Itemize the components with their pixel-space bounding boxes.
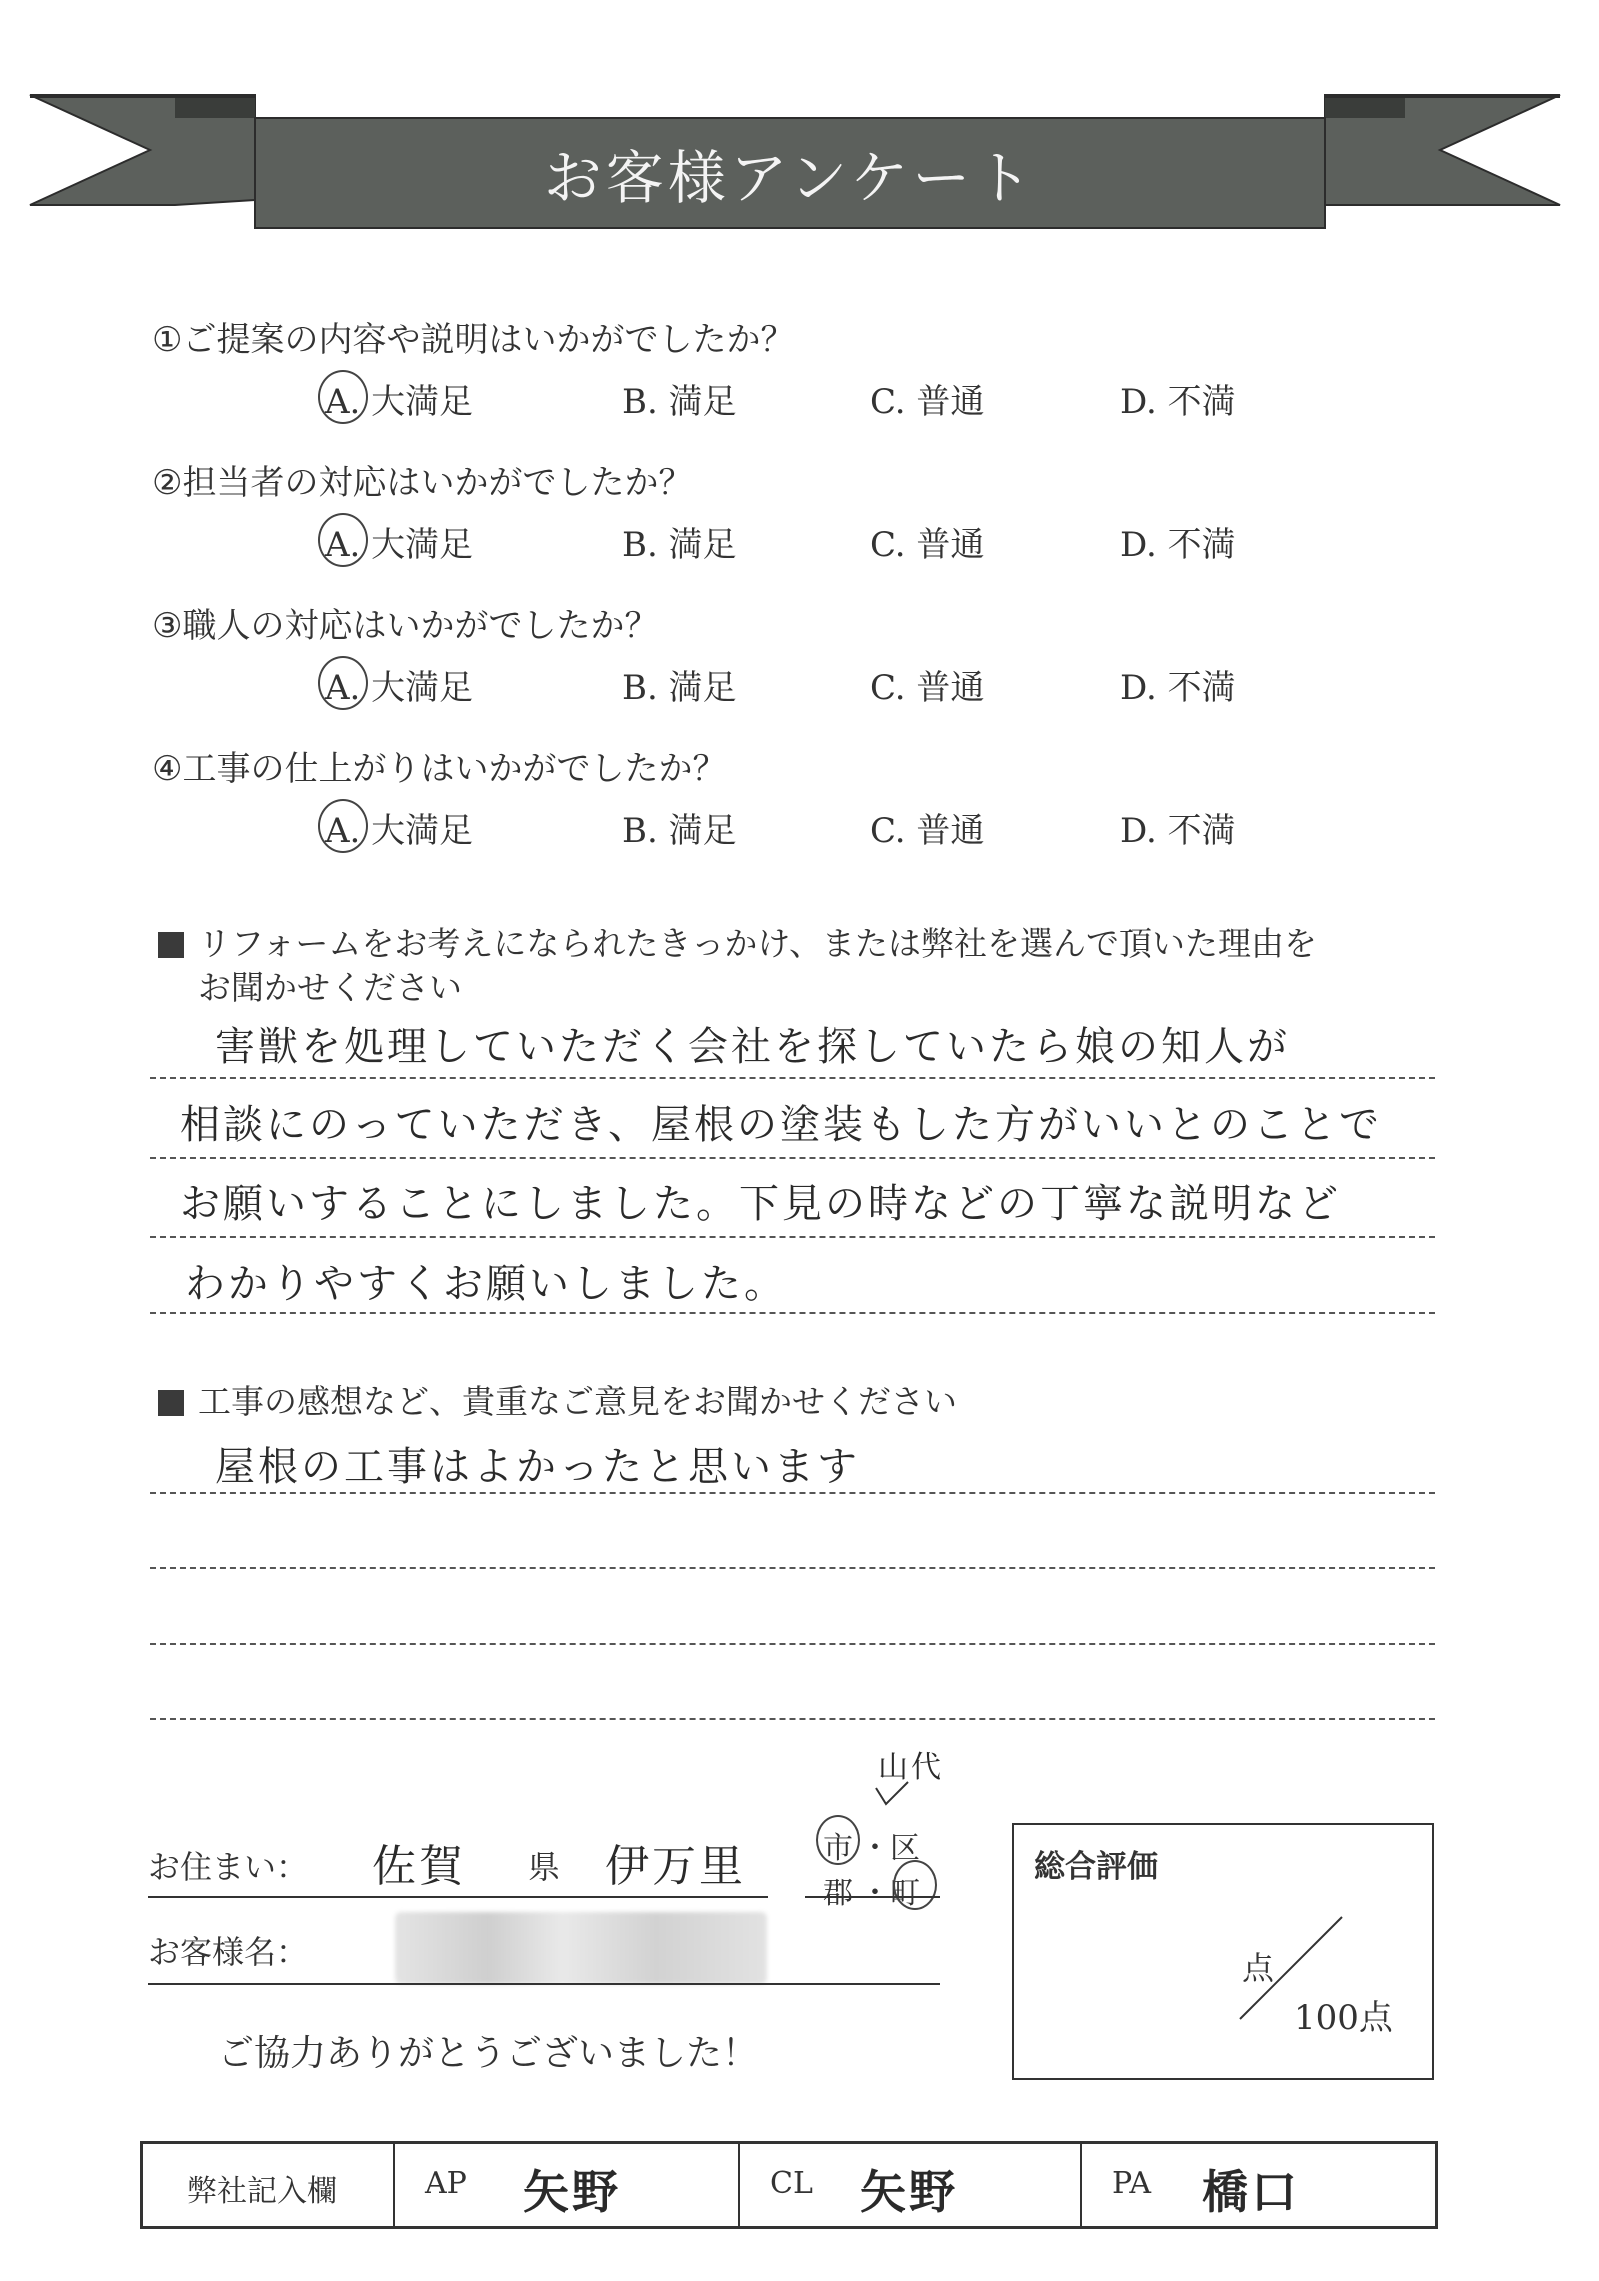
answer-line	[150, 1077, 1435, 1079]
square-bullet-icon	[158, 1390, 184, 1416]
address-label: お住まい：	[148, 1848, 309, 1886]
section2-answer-line-1: 屋根の工事はよかったと思います	[215, 1444, 860, 1490]
survey-title: お客様アンケート	[543, 144, 1037, 212]
answer-line	[150, 1157, 1435, 1159]
q2-circle-mark	[318, 513, 368, 567]
customer-name-redacted	[395, 1912, 767, 1984]
question-1: ①ご提案の内容や説明はいかがでしたか？	[152, 320, 795, 360]
section1-heading: リフォームをお考えになられたきっかけ、または弊社を選んで頂いた理由を	[158, 918, 1317, 965]
answer-line	[150, 1492, 1435, 1494]
section1-answer-line-2: 相談にのっていただき、屋根の塗装もした方がいいとのことで	[180, 1102, 1382, 1148]
q1-option-b[interactable]: B. 満足	[622, 382, 737, 422]
q3-option-b[interactable]: B. 満足	[622, 668, 737, 708]
pa-label: PA	[1112, 2166, 1152, 2201]
q3-circle-mark	[318, 656, 368, 710]
address-underline	[148, 1896, 768, 1898]
q1-circle-mark	[318, 370, 368, 424]
q1-option-d[interactable]: D. 不満	[1120, 382, 1236, 422]
address-note: 山代	[878, 1750, 944, 1785]
cl-label: CL	[770, 2166, 813, 2201]
q4-option-c[interactable]: C. 普通	[870, 811, 985, 851]
ap-value: 矢野	[523, 2165, 621, 2219]
check-icon	[872, 1780, 912, 1810]
question-2: ②担当者の対応はいかがでしたか？	[152, 463, 693, 503]
section1-answer-line-3: お願いすることにしました。下見の時などの丁寧な説明など	[180, 1181, 1341, 1227]
q2-option-b[interactable]: B. 満足	[622, 525, 737, 565]
address-underline	[805, 1896, 940, 1898]
rating-ten-label: 点	[1242, 1949, 1275, 1987]
answer-line	[150, 1236, 1435, 1238]
overall-rating-box	[1012, 1823, 1434, 2080]
address-ken: 県	[528, 1848, 561, 1886]
question-3: ③職人の対応はいかがでしたか？	[152, 606, 659, 646]
q4-option-a[interactable]: A. 大満足	[325, 811, 474, 851]
ap-label: AP	[425, 2166, 467, 2201]
cl-cell	[740, 2144, 1082, 2226]
section1-answer-line-1: 害獣を処理していただく会社を探していたら娘の知人が	[215, 1024, 1290, 1070]
address-gun: 郡	[823, 1876, 853, 1911]
customer-name-label: お客様名：	[148, 1933, 309, 1971]
shi-circle-mark	[816, 1815, 860, 1865]
q2-option-a[interactable]: A. 大満足	[325, 525, 474, 565]
section1-heading-cont: お聞かせください	[198, 968, 462, 1007]
address-city: 伊万里	[605, 1841, 746, 1892]
cho-circle-mark	[893, 1860, 937, 1910]
q4-option-b[interactable]: B. 満足	[622, 811, 737, 851]
q3-option-c[interactable]: C. 普通	[870, 668, 985, 708]
section2-heading: 工事の感想など、貴重なご意見をお聞かせください	[158, 1376, 957, 1423]
answer-line	[150, 1567, 1435, 1569]
address-cho: ・町	[860, 1876, 920, 1911]
q4-circle-mark	[318, 799, 368, 853]
q1-option-c[interactable]: C. 普通	[870, 382, 985, 422]
q2-option-d[interactable]: D. 不満	[1120, 525, 1236, 565]
pa-value: 橋口	[1202, 2165, 1300, 2219]
pa-cell	[1082, 2144, 1435, 2226]
address-prefecture: 佐賀	[372, 1841, 466, 1892]
answer-line	[150, 1643, 1435, 1645]
q3-option-a[interactable]: A. 大満足	[325, 668, 474, 708]
q3-option-d[interactable]: D. 不満	[1120, 668, 1236, 708]
ap-cell	[395, 2144, 740, 2226]
q2-option-c[interactable]: C. 普通	[870, 525, 985, 565]
address-shi: 市	[823, 1831, 853, 1866]
office-use-table	[140, 2141, 1438, 2229]
thanks-message: ご協力ありがとうございました！	[218, 2033, 759, 2074]
customer-underline	[148, 1983, 940, 1985]
square-bullet-icon	[158, 932, 184, 958]
address-ku: ・区	[860, 1831, 920, 1866]
q1-option-a[interactable]: A. 大満足	[325, 382, 474, 422]
answer-line	[150, 1718, 1435, 1720]
question-4: ④工事の仕上がりはいかがでしたか？	[152, 749, 727, 789]
answer-line	[150, 1312, 1435, 1314]
rating-title: 総合評価	[1034, 1849, 1158, 1885]
office-label-cell	[143, 2144, 395, 2226]
rating-max: 100点	[1294, 1998, 1393, 2038]
q4-option-d[interactable]: D. 不満	[1120, 811, 1236, 851]
cl-value: 矢野	[860, 2165, 958, 2219]
office-label: 弊社記入欄	[187, 2174, 337, 2209]
section1-answer-line-4: わかりやすくお願いしました。	[185, 1261, 787, 1307]
